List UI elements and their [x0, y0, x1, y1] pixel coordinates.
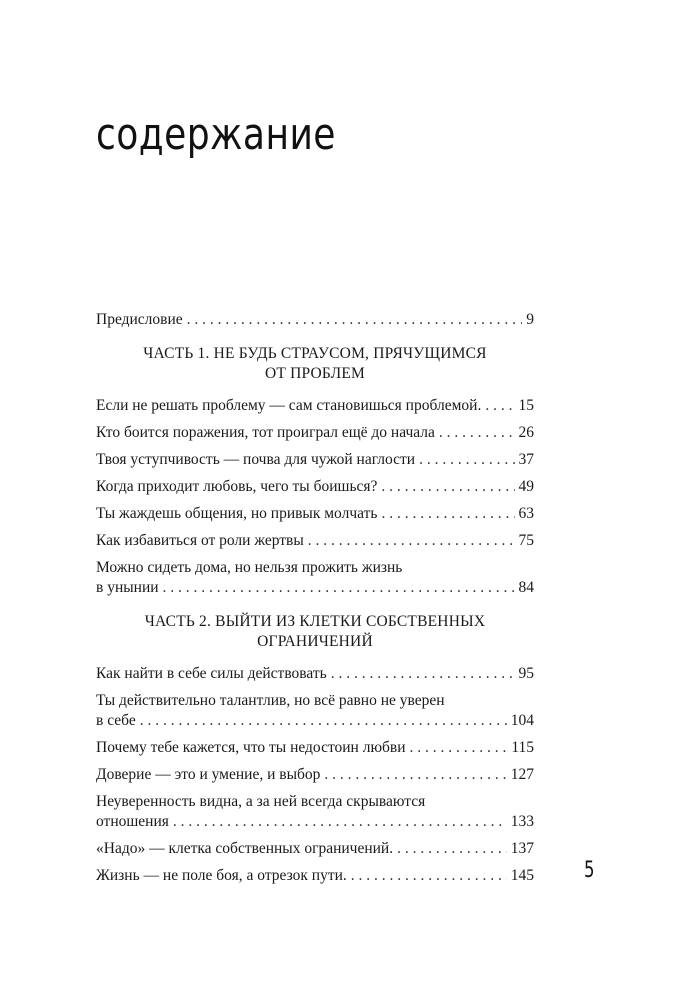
dot-leader — [419, 450, 514, 470]
toc-entry-page: 127 — [510, 766, 534, 783]
toc-entry-page: 145 — [510, 867, 534, 884]
toc-entry[interactable] — [96, 450, 534, 470]
toc-entry-page: 104 — [510, 712, 534, 729]
dot-leader — [308, 531, 515, 551]
part-1-heading — [96, 344, 534, 384]
toc-entry[interactable] — [96, 558, 534, 598]
toc-entry-title: «Надо» — клетка собственных ограничений. — [96, 840, 394, 857]
toc-entry-preface[interactable] — [96, 310, 534, 330]
toc-entry-title: Ты действительно талантлив, но всё равно не уверен — [96, 692, 445, 709]
toc-entry-title: Доверие — это и умение, и выбор — [96, 766, 321, 783]
part-heading-line: ОТ ПРОБЛЕМ — [264, 365, 365, 382]
toc-entry-title: Как избавиться от роли жертвы — [96, 532, 304, 549]
dot-leader — [439, 423, 515, 443]
toc-entry[interactable] — [96, 477, 534, 497]
toc-entry-title: Можно сидеть дома, но нельзя прожить жизнь — [96, 559, 403, 576]
toc-entry-title: Предисловие — [96, 311, 183, 328]
dot-leader — [410, 738, 508, 758]
toc-entry-page: 63 — [518, 505, 534, 522]
toc-entry[interactable] — [96, 423, 534, 443]
page-title: содержание — [96, 109, 336, 160]
dot-leader — [324, 765, 506, 785]
toc-entry-title-continued: отношения — [96, 813, 169, 830]
toc-entry[interactable] — [96, 504, 534, 524]
toc-entry-title: Как найти в себе силы действовать — [96, 665, 327, 682]
table-of-contents — [96, 310, 534, 893]
toc-entry[interactable] — [96, 691, 534, 731]
dot-leader — [187, 310, 523, 330]
part-heading-line: ЧАСТЬ 1. НЕ БУДЬ СТРАУСОМ, ПРЯЧУЩИМСЯ — [143, 345, 487, 362]
toc-entry-page: 137 — [510, 840, 534, 857]
toc-entry-title: Твоя уступчивость — почва для чужой наглости — [96, 451, 416, 468]
dot-leader — [140, 711, 507, 731]
toc-entry-title: Когда приходит любовь, чего ты боишься? — [96, 478, 378, 495]
toc-entry-page: 15 — [518, 397, 534, 414]
toc-entry[interactable] — [96, 738, 534, 758]
part-2-heading — [96, 612, 534, 652]
dot-leader — [173, 812, 507, 832]
toc-entry-title-continued: в себе — [96, 712, 136, 729]
toc-entry-page: 84 — [518, 579, 534, 596]
toc-entry-page: 26 — [518, 424, 534, 441]
dot-leader — [351, 866, 507, 886]
toc-entry-page: 75 — [518, 532, 534, 549]
toc-entry[interactable] — [96, 765, 534, 785]
toc-entry-page: 133 — [510, 813, 534, 830]
toc-entry[interactable] — [96, 839, 534, 859]
part-heading-line: ЧАСТЬ 2. ВЫЙТИ ИЗ КЛЕТКИ СОБСТВЕННЫХ — [144, 613, 486, 630]
toc-entry-page: 49 — [518, 478, 534, 495]
toc-entry-title: Кто боится поражения, тот проиграл ещё до начала — [96, 424, 435, 441]
toc-entry[interactable] — [96, 664, 534, 684]
toc-entry-page: 9 — [526, 311, 534, 328]
toc-entry-page: 115 — [511, 739, 534, 756]
toc-entry-title: Ты жаждешь общения, но привык молчать — [96, 505, 378, 522]
toc-entry[interactable] — [96, 792, 534, 832]
dot-leader — [397, 839, 507, 859]
toc-entry-title: Почему тебе кажется, что ты недостоин любви — [96, 739, 406, 756]
dot-leader — [331, 664, 515, 684]
toc-entry-title-continued: в унынии — [96, 579, 159, 596]
dot-leader — [381, 504, 514, 524]
part-heading-line: ОГРАНИЧЕНИЙ — [257, 633, 373, 650]
folio-page-number: 5 — [584, 858, 595, 883]
dot-leader — [381, 477, 514, 497]
dot-leader — [163, 578, 515, 598]
toc-entry-title: Жизнь — не поле боя, а отрезок пути. — [96, 867, 347, 884]
toc-entry[interactable] — [96, 866, 534, 886]
toc-entry-title: Если не решать проблему — сам становишься проблемой. — [96, 397, 482, 414]
toc-entry-page: 95 — [518, 665, 534, 682]
toc-entry[interactable] — [96, 531, 534, 551]
toc-entry-page: 37 — [518, 451, 534, 468]
toc-entry-title: Неуверенность видна, а за ней всегда скрываются — [96, 793, 426, 810]
toc-entry[interactable] — [96, 396, 534, 416]
dot-leader — [485, 396, 514, 416]
